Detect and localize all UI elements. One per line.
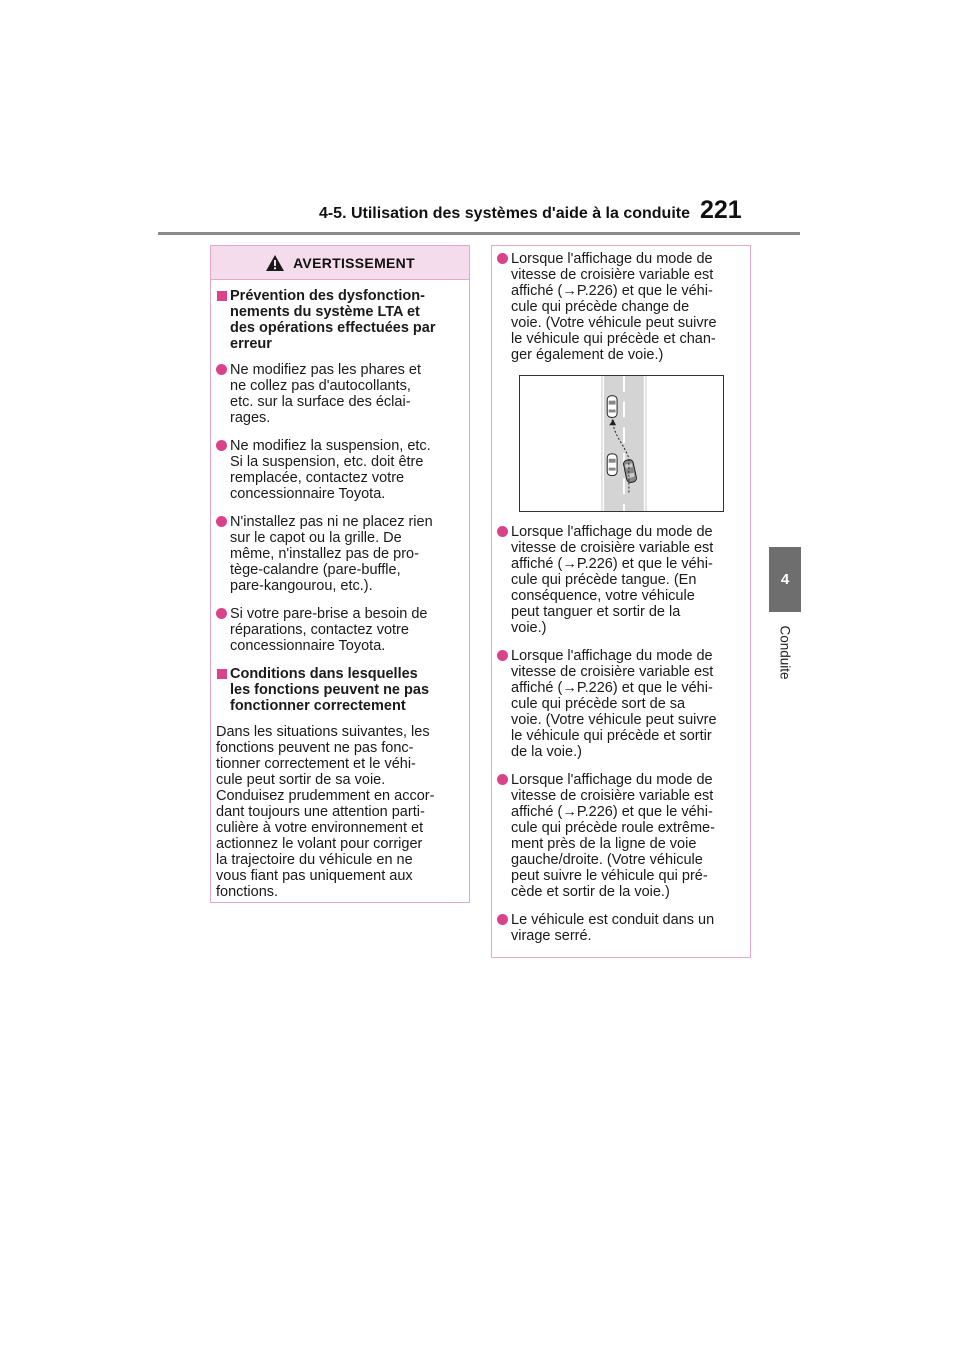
header-rule (158, 232, 800, 235)
bullet-icon (497, 774, 508, 785)
warning-header (211, 246, 469, 280)
list-item: Lorsque l'affichage du mode de vitesse de croisière variable est affiché (→P.226) et que le véhi- cule qui précède change de voie. (Votre véhicule peut suivre le véhicule qui précède et chan- ger également de voie.) (497, 251, 744, 363)
warning-box-continued (491, 245, 751, 958)
bullet-icon (497, 650, 508, 661)
warning-box (210, 245, 470, 903)
lane-change-illustration (519, 375, 724, 512)
bullet-icon (497, 253, 508, 264)
bullet-icon (216, 440, 227, 451)
list-item: Lorsque l'affichage du mode de vitesse de croisière variable est affiché (→P.226) et que le véhi- cule qui précède roule extrême- ment près de la ligne de voie gauche/droite. (Votre véhicule peut suivre le véhicule qui pré- cède et sortir de la voie.) (497, 772, 744, 900)
conditions-paragraph: Dans les situations suivantes, les fonctions peuvent ne pas fonc- tionner correctement et le véhi- cule peut sortir de sa voie. Conduisez prudemment en accor- dant toujours une attention parti- culière à votre environnement et actionnez le volant pour corriger la trajectoire du véhicule en ne vous fiant pas uniquement aux fonctions. (216, 724, 435, 900)
chapter-tab (769, 547, 801, 612)
bullet-icon (216, 516, 227, 527)
bullet-icon (216, 608, 227, 619)
list-item: Ne modifiez pas les phares et ne collez pas d'autocollants, etc. sur la surface des éclai- rages. (216, 362, 463, 426)
square-bullet-icon (217, 669, 227, 679)
square-bullet-icon (217, 291, 227, 301)
list-item: Lorsque l'affichage du mode de vitesse de croisière variable est affiché (→P.226) et que le véhi- cule qui précède tangue. (En conséquence, votre véhicule peut tanguer et sortir de la voie.) (497, 524, 744, 636)
list-item: N'installez pas ni ne placez rien sur le capot ou la grille. De même, n'installez pas de pro- tège-calandre (pare-buffle, pare-kangourou, etc.). (216, 514, 463, 594)
warning-label: AVERTISSEMENT (293, 254, 415, 271)
page-number: 221 (700, 196, 742, 224)
bullet-icon (497, 526, 508, 537)
bullet-icon (216, 364, 227, 375)
bullet-icon (497, 914, 508, 925)
list-item: Le véhicule est conduit dans un virage serré. (497, 912, 744, 944)
chapter-number: 4 (780, 571, 790, 588)
warning-triangle-icon (265, 254, 285, 272)
section-heading-prevention: Prévention des dysfonction- nements du système LTA et des opérations effectuées par erreur (216, 288, 463, 352)
section-heading-conditions: Conditions dans lesquelles les fonctions peuvent ne pas fonctionner correctement (216, 666, 463, 714)
chapter-label: Conduite (777, 624, 793, 680)
own-car-icon (607, 454, 617, 476)
lead-car-icon (607, 396, 617, 418)
list-item: Si votre pare-brise a besoin de réparations, contactez votre concessionnaire Toyota. (216, 606, 463, 654)
chapter-label-container (770, 612, 800, 692)
section-title: 4-5. Utilisation des systèmes d'aide à la conduite (318, 205, 690, 222)
list-item: Ne modifiez la suspension, etc. Si la suspension, etc. doit être remplacée, contactez votre concessionnaire Toyota. (216, 438, 463, 502)
lane-diagram (520, 376, 723, 511)
list-item: Lorsque l'affichage du mode de vitesse de croisière variable est affiché (→P.226) et que le véhi- cule qui précède sort de sa voie. (Votre véhicule peut suivre le véhicule qui précède et sortir de la voie.) (497, 648, 744, 760)
